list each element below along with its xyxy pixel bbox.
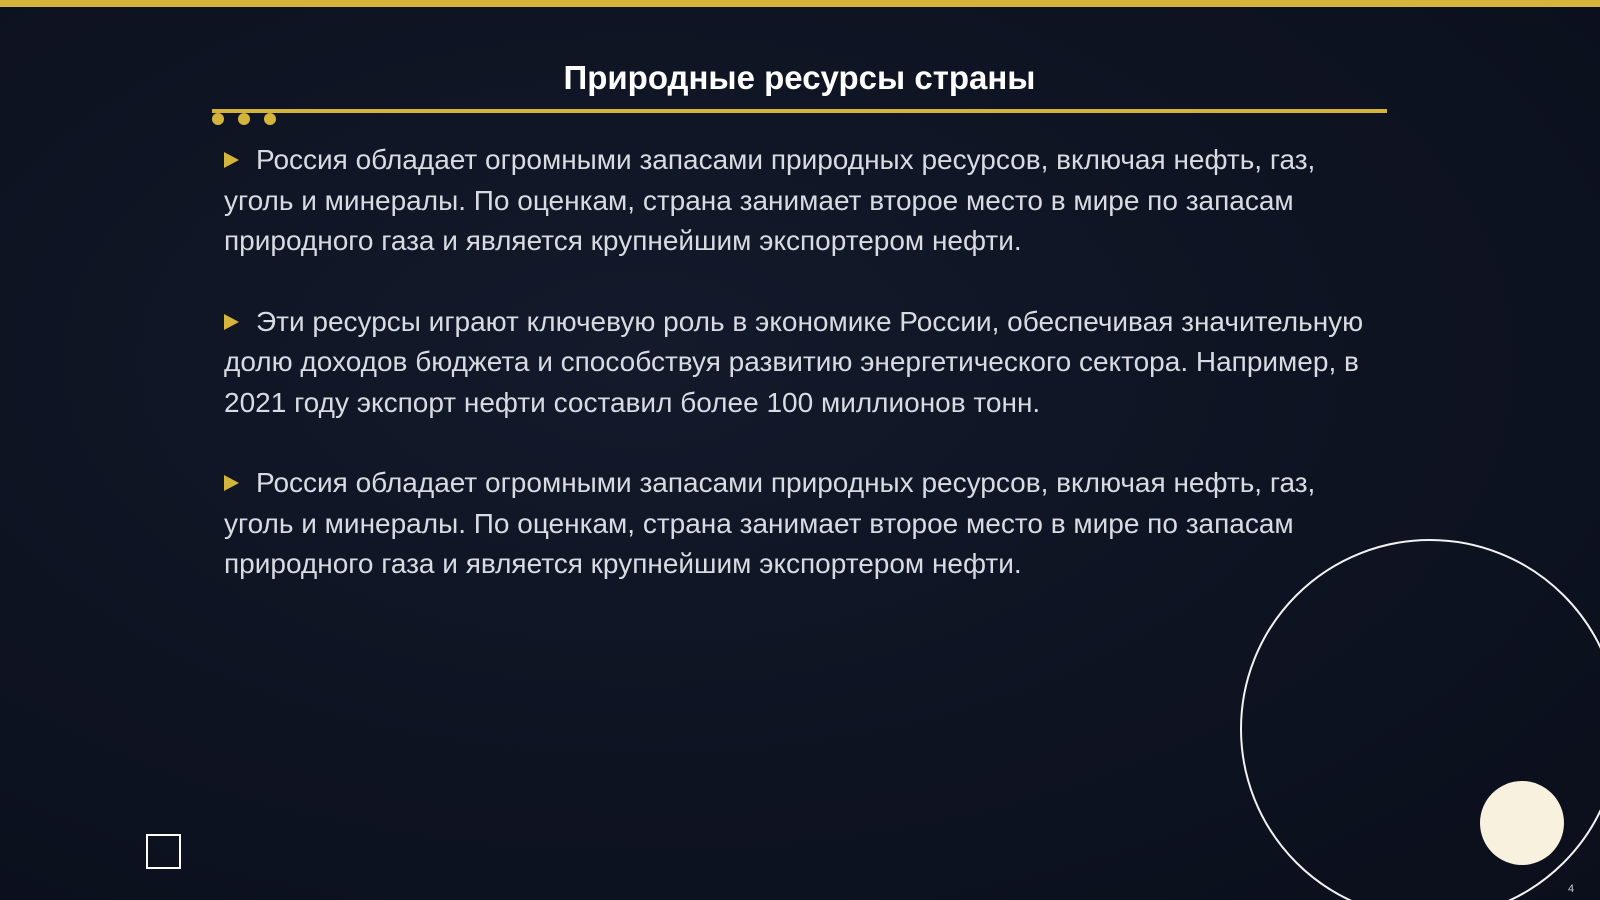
bullet-item bbox=[224, 463, 1374, 585]
decorative-dots bbox=[212, 113, 282, 125]
bullet-text: Россия обладает огромными запасами природных ресурсов, включая нефть, газ, уголь и минералы. По оценкам, страна занимает второе место в мире по запасам природного газа и является крупнейшим экспортером нефти. bbox=[224, 467, 1316, 579]
dot-icon bbox=[212, 113, 224, 125]
triangle-right-icon bbox=[224, 475, 239, 491]
bullet-item bbox=[224, 140, 1374, 262]
bullet-item bbox=[224, 302, 1374, 424]
bullet-list bbox=[224, 140, 1374, 625]
slide-title: Природные ресурсы страны bbox=[563, 59, 1036, 96]
page-number: 4 bbox=[1567, 883, 1575, 895]
triangle-right-icon bbox=[224, 314, 239, 330]
bullet-text: Россия обладает огромными запасами природных ресурсов, включая нефть, газ, уголь и минералы. По оценкам, страна занимает второе место в мире по запасам природного газа и является крупнейшим экспортером нефти. bbox=[224, 144, 1316, 256]
bullet-text: Эти ресурсы играют ключевую роль в экономике России, обеспечивая значительную долю доходов бюджета и способствуя развитию энергетического сектора. Например, в 2021 году экспорт нефти составил более 100 миллионов тонн. bbox=[224, 305, 1364, 418]
decorative-square bbox=[146, 834, 181, 869]
title-underline bbox=[212, 109, 1387, 113]
dot-icon bbox=[264, 113, 276, 125]
top-accent-bar bbox=[0, 0, 1600, 7]
decorative-circle-filled bbox=[1480, 781, 1564, 865]
triangle-right-icon bbox=[224, 152, 239, 168]
dot-icon bbox=[238, 113, 250, 125]
